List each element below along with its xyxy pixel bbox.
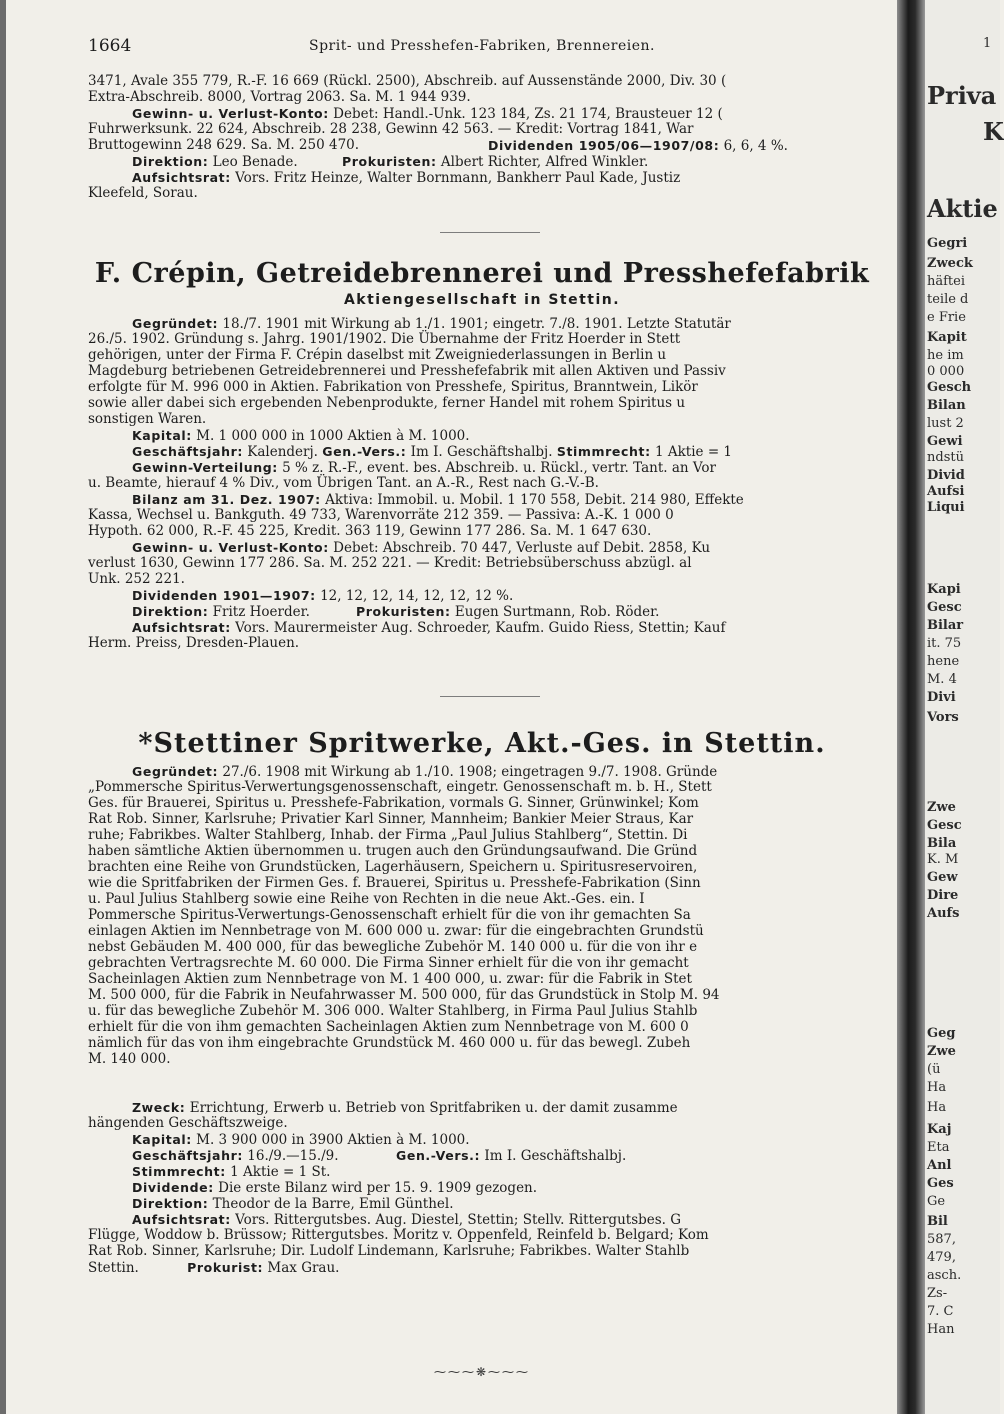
- adjacent-page-text: Gesch: [927, 380, 972, 395]
- section-stettiner: [88, 0, 876, 1379]
- direktion-value: Leo Benade.: [212, 154, 298, 170]
- zweck-line: [132, 1100, 876, 1115]
- dividend-value: 6, 6, 4 %.: [723, 138, 788, 154]
- founded-value: 27./6. 1908 mit Wirkung ab 1./10. 1908; eingetragen 9./7. 1908. Gründe: [222, 764, 718, 780]
- text-line: sonstigen Waren.: [88, 411, 207, 427]
- aufsichtsrat-line: [132, 1212, 876, 1227]
- founded-label: Gegründet:: [132, 316, 219, 331]
- adjacent-page-text: ndstü: [927, 450, 964, 465]
- adjacent-page-text: Ha: [927, 1080, 947, 1095]
- adjacent-page-text: lust 2: [927, 416, 964, 431]
- adjacent-page-text: häftei: [927, 274, 966, 289]
- adjacent-page-text: teile d: [927, 292, 969, 307]
- genvers-label: Gen.-Vers.:: [396, 1148, 481, 1163]
- adjacent-page-text: Aufs: [927, 906, 960, 921]
- founded-value: 18./7. 1901 mit Wirkung ab 1./1. 1901; eingetr. 7./8. 1901. Letzte Statutär: [222, 316, 731, 332]
- gv-text: Debet: Handl.-Unk. 123 184, Zs. 21 174, Brausteuer 12 (: [333, 106, 723, 122]
- dividende-line: [132, 1180, 876, 1195]
- adjacent-page-text: he im: [927, 348, 964, 363]
- adjacent-page-text: Bilar: [927, 618, 964, 633]
- text-line: Rat Rob. Sinner, Karlsruhe; Privatier Karl Sinner, Mannheim; Bankier Meier Straus, Kar: [88, 811, 694, 827]
- direktion-line: [132, 1196, 876, 1211]
- adjacent-page-text: Zwe: [927, 800, 956, 815]
- running-title: Sprit- und Presshefen-Fabriken, Brennereien.: [309, 38, 655, 54]
- text-line: haben sämtliche Aktien übernommen u. trugen auch den Gründungsaufwand. Die Gründ: [88, 843, 698, 859]
- stimmrecht-label: Stimmrecht:: [132, 1164, 226, 1179]
- adjacent-page-text: Zweck: [927, 256, 973, 271]
- adjacent-page-text: Han: [927, 1322, 955, 1337]
- adjacent-page-text: Kapit: [927, 330, 967, 345]
- text-line: verlust 1630, Gewinn 177 286. Sa. M. 252 221. — Kredit: Betriebsüberschuss abzügl. al: [88, 555, 692, 571]
- text-line: 3471, Avale 355 779, R.-F. 16 669 (Rückl. 2500), Abschreib. auf Aussenstände 2000, Div. 30 (: [88, 73, 727, 89]
- page-number: 1664: [88, 36, 132, 56]
- text-line: Sacheinlagen Aktien zum Nennbetrage von M. 1 400 000, u. zwar: für die Fabrik in Stet: [88, 971, 692, 987]
- stimmrecht-line: [132, 1164, 876, 1179]
- adjacent-page-text: 479,: [927, 1250, 956, 1265]
- text-line: u. Beamte, hierauf 4 % Div., vom Übrigen Tant. an A.-R., Rest nach G.-V.-B.: [88, 475, 599, 491]
- adjacent-page-text: Liqui: [927, 500, 965, 515]
- adjacent-page-text: hene: [927, 654, 960, 669]
- adjacent-page-text: (ü: [927, 1062, 941, 1077]
- text-line: ruhe; Fabrikbes. Walter Stahlberg, Inhab. der Firma „Paul Julius Stahlberg“, Stettin. Di: [88, 827, 688, 843]
- adjacent-page-text: Geg: [927, 1026, 956, 1041]
- text-line: einlagen Aktien im Nennbetrage von M. 600 000 u. zwar: für die eingebrachten Grundstü: [88, 923, 704, 939]
- aufsichtsrat-value: Vors. Rittergutsbes. Aug. Diestel, Stettin; Stellv. Rittergutsbes. G: [235, 1212, 682, 1228]
- text-line: erhielt für die von ihm gemachten Sacheinlagen Aktien zum Nennbetrage von M. 600 0: [88, 1019, 689, 1035]
- adjacent-page-text: Gegri: [927, 236, 968, 251]
- stimmrecht-label: Stimmrecht:: [556, 444, 651, 459]
- text-line: hängenden Geschäftszweige.: [88, 1115, 288, 1131]
- text-line: Flügge, Woddow b. Brüssow; Rittergutsbes. Moritz v. Oppenfeld, Reinfeld b. Belgard; Kom: [88, 1227, 709, 1243]
- kapital-value: M. 3 900 000 in 3900 Aktien à M. 1000.: [196, 1132, 470, 1148]
- adjacent-page-text: Ge: [927, 1194, 946, 1209]
- adjacent-page-text: Ha: [927, 1100, 947, 1115]
- text-line: u. für das bewegliche Zubehör M. 306 000. Walter Stahlberg, in Firma Paul Julius Stahlb: [88, 1003, 698, 1019]
- adjacent-page-text: Gewi: [927, 434, 963, 449]
- prokuristen-value: Eugen Surtmann, Rob. Röder.: [454, 604, 660, 620]
- prokuristen-value: Albert Richter, Alfred Winkler.: [440, 154, 649, 170]
- geschaeftsjahr-value: Kalenderj.: [247, 444, 318, 460]
- prokuristen-label: Prokuristen:: [356, 604, 451, 619]
- text-line: Kleefeld, Sorau.: [88, 185, 198, 201]
- company-subtitle: Aktiengesellschaft in Stettin.: [343, 292, 621, 308]
- text-line: Fuhrwerksunk. 22 624, Abschreib. 28 238, Gewinn 42 563. — Kredit: Vortrag 1841, War: [88, 121, 694, 137]
- adjacent-page-text: Ges: [927, 1176, 954, 1191]
- direktion-value: Fritz Hoerder.: [212, 604, 310, 620]
- adjacent-page-text: Anl: [927, 1158, 952, 1173]
- stimmrecht-value: 1 Aktie = 1: [654, 444, 733, 460]
- adjacent-page-text: it. 75: [927, 636, 962, 651]
- adjacent-page-text: Dire: [927, 888, 959, 903]
- adjacent-page-text: Kaj: [927, 1122, 952, 1137]
- city-text: Stettin.: [88, 1260, 139, 1276]
- text-line: Magdeburg betriebenen Getreidebrennerei und Presshefefabrik mit allen Aktiven und Passiv: [88, 363, 726, 379]
- adjacent-page-fragment: [925, 0, 1004, 1414]
- geschaeftsjahr-label: Geschäftsjahr:: [132, 444, 243, 459]
- adjacent-page-text: Zwe: [927, 1044, 956, 1059]
- direktion-label: Direktion:: [132, 154, 209, 169]
- text-line: [88, 1260, 876, 1275]
- adjacent-page-text: Priva: [927, 81, 997, 110]
- scan-left-edge: [0, 0, 6, 1414]
- dividenden-label: Dividenden 1901—1907:: [132, 588, 316, 603]
- text-line: „Pommersche Spiritus-Verwertungsgenossenschaft, eingetr. Genossenschaft m. b. H., Stett: [88, 779, 712, 795]
- adjacent-page-text: asch.: [927, 1268, 962, 1283]
- kapital-line: [132, 1132, 876, 1147]
- adjacent-page-text: Aufsi: [927, 484, 965, 499]
- text-line: nämlich für das von ihm eingebrachte Grundstück M. 460 000 u. für das bewegl. Zubeh: [88, 1035, 691, 1051]
- zweck-label: Zweck:: [132, 1100, 186, 1115]
- dividende-value: Die erste Bilanz wird per 15. 9. 1909 gezogen.: [218, 1180, 538, 1196]
- geschaeftsjahr-label: Geschäftsjahr:: [132, 1148, 243, 1163]
- genvers-value: Im I. Geschäftshalbj.: [410, 444, 553, 460]
- text-line: nebst Gebäuden M. 400 000, für das bewegliche Zubehör M. 140 000 u. für die von ihr e: [88, 939, 698, 955]
- geschaeftsjahr-value: 16./9.—15./9.: [247, 1148, 339, 1164]
- adjacent-page-text: Gesc: [927, 818, 962, 833]
- kapital-value: M. 1 000 000 in 1000 Aktien à M. 1000.: [196, 428, 470, 444]
- text-line: M. 140 000.: [88, 1051, 171, 1067]
- adjacent-page-text: Bila: [927, 836, 957, 851]
- geschaeftsjahr-line: [132, 1148, 876, 1163]
- adjacent-page-text: e Frie: [927, 310, 966, 325]
- text-line: Hypoth. 62 000, R.-F. 45 225, Kredit. 363 119, Gewinn 177 286. Sa. M. 1 647 630.: [88, 523, 652, 539]
- adjacent-page-text: Gesc: [927, 600, 962, 615]
- founded-label: Gegründet:: [132, 764, 219, 779]
- dividenden-value: 12, 12, 12, 14, 12, 12, 12 %.: [320, 588, 514, 604]
- adjacent-page-text: Divid: [927, 468, 965, 483]
- text-line: Kassa, Wechsel u. Bankguth. 49 733, Warenvorräte 212 359. — Passiva: A.-K. 1 000 0: [88, 507, 674, 523]
- prokurist-value: Max Grau.: [267, 1260, 340, 1276]
- adjacent-page-text: Eta: [927, 1140, 950, 1155]
- gvk-label: Gewinn- u. Verlust-Konto:: [132, 540, 329, 555]
- gvk-value: Debet: Abschreib. 70 447, Verluste auf Debit. 2858, Ku: [333, 540, 711, 556]
- text-line: sowie aller dabei sich ergebenden Nebenprodukte, ferner Handel mit rohem Spiritus u: [88, 395, 686, 411]
- gewinnverteilung-value: 5 % z. R.-F., event. bes. Abschreib. u. Rückl., vertr. Tant. an Vor: [282, 460, 716, 476]
- direktion-label: Direktion:: [132, 604, 209, 619]
- text-line: u. Paul Julius Stahlberg sowie eine Reihe von Rechten in die neue Akt.-Ges. ein. I: [88, 891, 645, 907]
- adjacent-page-text: Zs-: [927, 1286, 948, 1301]
- prokurist-label: Prokurist:: [187, 1260, 264, 1275]
- text-line: Extra-Abschreib. 8000, Vortrag 2063. Sa. M. 1 944 939.: [88, 89, 471, 105]
- adjacent-page-text: Divi: [927, 690, 956, 705]
- genvers-value: Im I. Geschäftshalbj.: [484, 1148, 627, 1164]
- adjacent-page-text: Kapi: [927, 582, 961, 597]
- text-line: Rat Rob. Sinner, Karlsruhe; Dir. Ludolf Lindemann, Karlsruhe; Fabrikbes. Walter Stahlb: [88, 1243, 690, 1259]
- text: Bruttogewinn 248 629. Sa. M. 250 470.: [88, 137, 360, 153]
- text-line: Unk. 252 221.: [88, 571, 185, 587]
- text-line: erfolgte für M. 996 000 in Aktien. Fabrikation von Presshefe, Spiritus, Branntwein, Likör: [88, 379, 698, 395]
- edge-page-mark: 1: [983, 36, 992, 51]
- adjacent-page-text: Bilan: [927, 398, 966, 413]
- adjacent-page-text: 0 000: [927, 364, 965, 379]
- text-line: M. 500 000, für die Fabrik in Neufahrwasser M. 500 000, für das Grundstück in Stolp M. 94: [88, 987, 720, 1003]
- text-line: wie die Spritfabriken der Firmen Ges. f. Brauerei, Spiritus u. Presshefe-Fabrikation (Sinn: [88, 875, 701, 891]
- direktion-value: Theodor de la Barre, Emil Günthel.: [212, 1196, 454, 1212]
- adjacent-page-text: Vors: [927, 710, 959, 725]
- text-line: gehörigen, unter der Firma F. Crépin daselbst mit Zweigniederlassungen in Berlin u: [88, 347, 667, 363]
- adjacent-page-text: Gew: [927, 870, 958, 885]
- gv-label: Gewinn- u. Verlust-Konto:: [132, 106, 329, 121]
- direktion-label: Direktion:: [132, 1196, 209, 1211]
- dividend-label: Dividenden 1905/06—1907/08:: [488, 138, 720, 153]
- text-line: Herm. Preiss, Dresden-Plauen.: [88, 635, 300, 651]
- adjacent-page-text: K. M: [927, 852, 959, 867]
- adjacent-page-text: Bil: [927, 1214, 948, 1229]
- bilanz-value: Aktiva: Immobil. u. Mobil. 1 170 558, Debit. 214 980, Effekte: [325, 492, 744, 508]
- prokuristen-label: Prokuristen:: [342, 154, 437, 169]
- text-line: Pommersche Spiritus-Verwertungs-Genossenschaft erhielt für die von ihr gemachten Sa: [88, 907, 691, 923]
- text-line: 26./5. 1902. Gründung s. Jahrg. 1901/1902. Die Übernahme der Fritz Hoerder in Stett: [88, 331, 681, 347]
- text-line: brachten eine Reihe von Grundstücken, Lagerhäusern, Speichern u. Spiritusreservoiren,: [88, 859, 698, 875]
- aufsichtsrat-label: Aufsichtsrat:: [132, 620, 231, 635]
- founded-line: [132, 764, 876, 779]
- adjacent-page-text: 587,: [927, 1232, 956, 1247]
- aufsichtsrat-label: Aufsichtsrat:: [132, 1212, 231, 1227]
- adjacent-page-text: 7. C: [927, 1304, 954, 1319]
- text-line: gebrachten Vertragsrechte M. 60 000. Die Firma Sinner erhielt für die von ihr gemacht: [88, 955, 689, 971]
- dividende-label: Dividende:: [132, 1180, 214, 1195]
- adjacent-page-text: K: [983, 117, 1004, 146]
- aufsichtsrat-label: Aufsichtsrat:: [132, 170, 231, 185]
- company-title: F. Crépin, Getreidebrennerei und Presshefefabrik: [94, 258, 870, 289]
- ornament-divider: ⁓⁓⁓❋⁓⁓⁓: [433, 1365, 531, 1379]
- kapital-label: Kapital:: [132, 1132, 192, 1147]
- stimmrecht-value: 1 Aktie = 1 St.: [230, 1164, 331, 1180]
- kapital-label: Kapital:: [132, 428, 192, 443]
- text-line: Ges. für Brauerei, Spiritus u. Presshefe-Fabrikation, vormals G. Sinner, Grünwinkel; Kom: [88, 795, 699, 811]
- genvers-label: Gen.-Vers.:: [322, 444, 407, 459]
- adjacent-page-text: M. 4: [927, 672, 957, 687]
- gewinnverteilung-label: Gewinn-Verteilung:: [132, 460, 278, 475]
- zweck-value: Errichtung, Erwerb u. Betrieb von Spritfabriken u. der damit zusamme: [189, 1100, 678, 1116]
- adjacent-page-text: Aktie: [927, 194, 998, 223]
- company-title: *Stettiner Spritwerke, Akt.-Ges. in Stettin.: [138, 728, 826, 759]
- aufsichtsrat-value: Vors. Maurermeister Aug. Schroeder, Kaufm. Guido Riess, Stettin; Kauf: [235, 620, 726, 636]
- book-gutter: [897, 0, 925, 1414]
- bilanz-label: Bilanz am 31. Dez. 1907:: [132, 492, 321, 507]
- aufsichtsrat-value: Vors. Fritz Heinze, Walter Bornmann, Bankherr Paul Kade, Justiz: [235, 170, 681, 186]
